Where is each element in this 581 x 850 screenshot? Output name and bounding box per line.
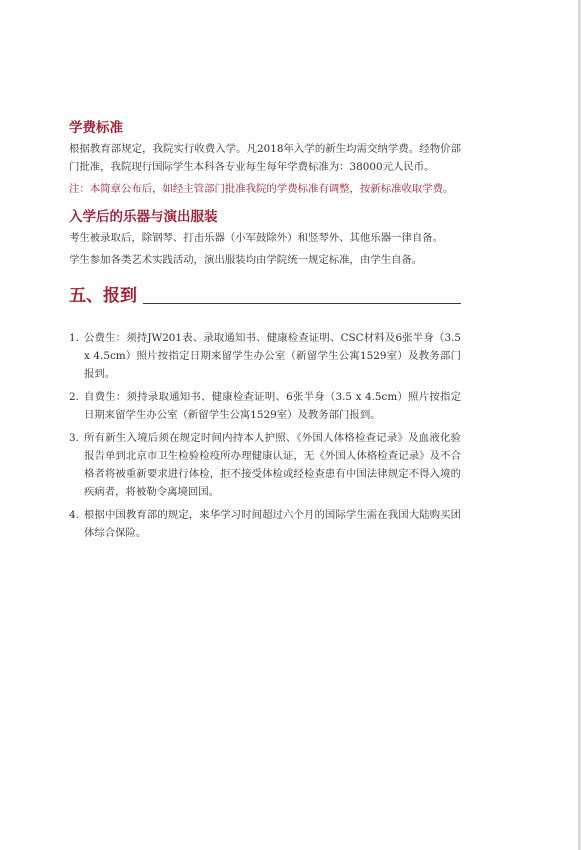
tuition-section bbox=[69, 119, 461, 198]
instruments-heading: 入学后的乐器与演出服装 bbox=[69, 209, 218, 225]
costume-paragraph: 学生参加各类艺术实践活动，演出服装均由学院统一规定标准，由学生自备。 bbox=[69, 254, 423, 266]
item-text: 自费生：须持录取通知书、健康检查证明、6张半身（3.5 x 4.5cm）照片按指定日期来留学生办公室（新留学生公寓1529室）及教务部门报到。 bbox=[84, 391, 461, 421]
document-content bbox=[69, 119, 461, 547]
tuition-paragraph: 根据教育部规定，我院实行收费入学。凡2018年入学的新生均需交纳学费。经物价部门批准，我院现行国际学生本科各专业每生每年学费标准为：38000元人民币。 bbox=[69, 143, 461, 173]
registration-header bbox=[69, 283, 461, 307]
list-item bbox=[69, 429, 461, 501]
list-item bbox=[69, 329, 461, 383]
heading-rule bbox=[143, 303, 461, 304]
tuition-note: 注：本简章公布后，如经主管部门批准我院的学费标准有调整，按新标准收取学费。 bbox=[69, 183, 454, 195]
item-number: 1. bbox=[69, 332, 79, 344]
item-number: 3. bbox=[69, 432, 79, 444]
item-text: 公费生：须持JW201表、录取通知书、健康检查证明、CSC材料及6张半身（3.5 x 4.5cm）照片按指定日期来留学生办公室（新留学生公寓1529室）及教务部门报到。 bbox=[84, 332, 461, 380]
item-number: 4. bbox=[69, 509, 79, 521]
instruments-paragraph: 考生被录取后，除钢琴、打击乐器（小军鼓除外）和竖琴外、其他乐器一律自备。 bbox=[69, 232, 444, 244]
list-item bbox=[69, 388, 461, 424]
item-number: 2. bbox=[69, 391, 79, 403]
item-text: 根据中国教育部的规定，来华学习时间超过六个月的国际学生需在我国大陆购买团体综合保险。 bbox=[84, 509, 461, 539]
registration-heading: 五、报到 bbox=[69, 286, 137, 306]
instruments-section bbox=[69, 208, 461, 269]
list-item bbox=[69, 506, 461, 542]
registration-list bbox=[69, 329, 461, 542]
tuition-heading: 学费标准 bbox=[69, 120, 123, 136]
item-text: 所有新生入境后须在规定时间内持本人护照、《外国人体格检查记录》及血液化验报告单到北京市卫生检验检疫所办理健康认证，无《外国人体格检查记录》及不合格者将被重新要求进行体检，拒不接受体检或经检查患有中国法律规定不得入境的疾病者，将被勒令离境回国。 bbox=[84, 432, 461, 498]
